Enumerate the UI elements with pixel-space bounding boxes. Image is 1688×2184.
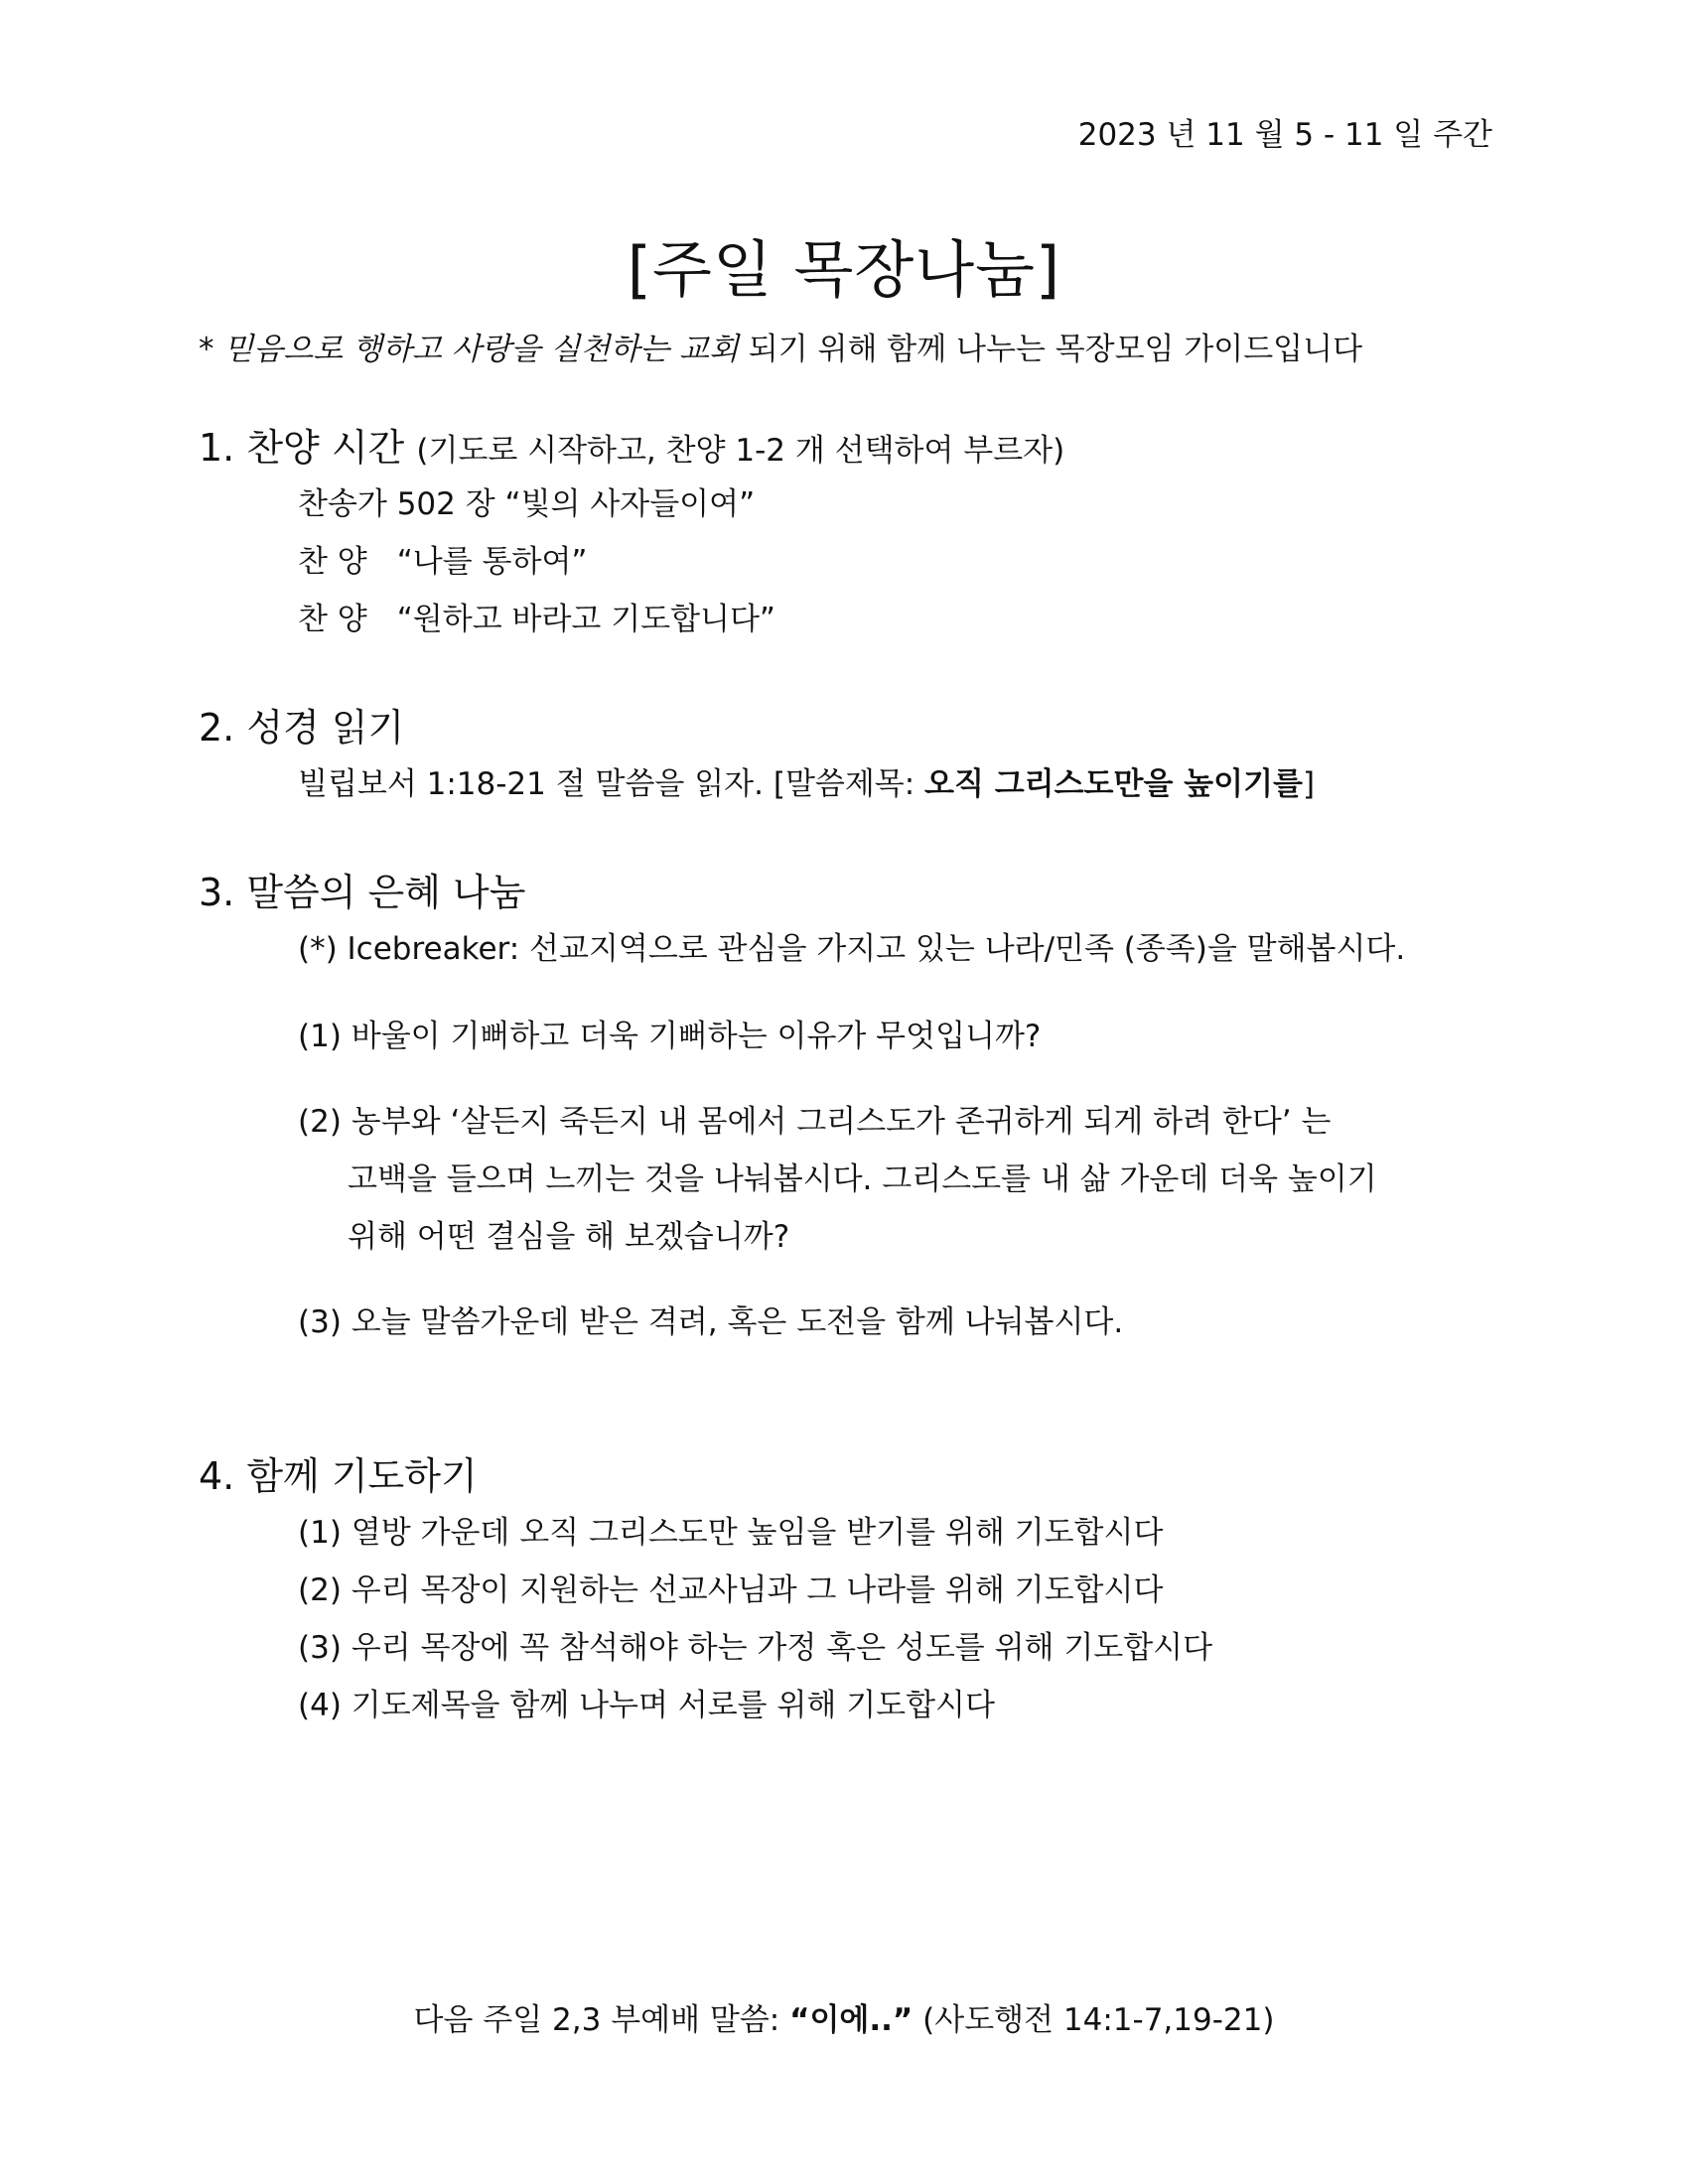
next-week-sermon bbox=[0, 1994, 1688, 2039]
question-1 bbox=[298, 1011, 1041, 1055]
question-2-line-2: 고백을 들으며 느끼는 것을 나눠봅시다. 그리스도를 내 삶 가운데 더욱 높이기 bbox=[348, 1161, 1377, 1197]
church-motto: 믿음으로 행하고 사랑을 실천하는 교회 bbox=[223, 332, 739, 367]
section-praise-heading bbox=[199, 417, 1064, 472]
prayer-item: (2) 우리 목장이 지원하는 선교사님과 그 나라를 위해 기도합시다 bbox=[298, 1572, 1164, 1608]
section-sharing-heading: 3. 말씀의 은혜 나눔 bbox=[199, 871, 526, 914]
question-2 bbox=[298, 1096, 1331, 1141]
question-number: (1) bbox=[298, 1019, 342, 1054]
song-title: “빛의 사자들이여” bbox=[504, 486, 756, 522]
prayer-item: (3) 우리 목장에 꼭 참석해야 하는 가정 혹은 성도를 위해 기도합시다 bbox=[298, 1630, 1213, 1666]
subtitle-rest: 되기 위해 함께 나누는 목장모임 가이드입니다 bbox=[748, 332, 1363, 367]
question-text: 바울이 기뻐하고 더욱 기뻐하는 이유가 무엇입니까? bbox=[351, 1019, 1042, 1054]
question-3 bbox=[298, 1297, 1123, 1341]
question-text: 농부와 ‘살든지 죽든지 내 몸에서 그리스도가 존귀하게 되게 하려 한다’ 는 bbox=[351, 1104, 1332, 1140]
song-item bbox=[298, 536, 587, 581]
icebreaker: (*) Icebreaker: 선교지역으로 관심을 가지고 있는 나라/민족 (종족)을 말해봅시다. bbox=[298, 931, 1406, 967]
page-title: [주일 목장나눔] bbox=[627, 233, 1061, 306]
question-number: (2) bbox=[298, 1104, 342, 1140]
question-text: 오늘 말씀가운데 받은 격려, 혹은 도전을 함께 나눠봅시다. bbox=[351, 1304, 1124, 1340]
question-number: (3) bbox=[298, 1304, 342, 1340]
song-item bbox=[298, 478, 755, 523]
bible-reading bbox=[298, 758, 1315, 803]
song-title: “나를 통하여” bbox=[396, 544, 588, 580]
section-bible-heading: 2. 성경 읽기 bbox=[199, 706, 405, 750]
song-label: 찬 양 bbox=[298, 602, 367, 637]
song-label: 찬송가 502 장 bbox=[298, 486, 495, 522]
subtitle-marker: * bbox=[199, 332, 214, 367]
section-praise-title: 1. 찬양 시간 bbox=[199, 426, 405, 470]
prayer-item: (1) 열방 가운데 오직 그리스도만 높임을 받기를 위해 기도합시다 bbox=[298, 1515, 1164, 1551]
song-title: “원하고 바라고 기도합니다” bbox=[396, 602, 775, 637]
section-praise-note: (기도로 시작하고, 찬양 1-2 개 선택하여 부르자) bbox=[416, 433, 1065, 469]
subtitle bbox=[199, 324, 1362, 368]
date-range: 2023 년 11 월 5 - 11 일 주간 bbox=[1077, 117, 1492, 153]
footer-prefix: 다음 주일 2,3 부예배 말씀: bbox=[413, 2002, 780, 2038]
reading-text: 빌립보서 1:18-21 절 말씀을 읽자. bbox=[298, 766, 764, 802]
song-item bbox=[298, 594, 775, 638]
sermon-suffix: ] bbox=[1302, 766, 1316, 802]
prayer-item: (4) 기도제목을 함께 나누며 서로를 위해 기도합시다 bbox=[298, 1688, 995, 1723]
song-label: 찬 양 bbox=[298, 544, 367, 580]
footer-reference: (사도행전 14:1-7,19-21) bbox=[922, 2002, 1275, 2038]
footer-sermon-title: “이에..” bbox=[789, 2002, 914, 2038]
section-prayer-heading: 4. 함께 기도하기 bbox=[199, 1454, 478, 1498]
question-2-line-3: 위해 어떤 결심을 해 보겠습니까? bbox=[348, 1219, 790, 1255]
sermon-prefix: [말씀제목: bbox=[773, 766, 915, 802]
sermon-title: 오직 그리스도만을 높이기를 bbox=[924, 766, 1303, 802]
